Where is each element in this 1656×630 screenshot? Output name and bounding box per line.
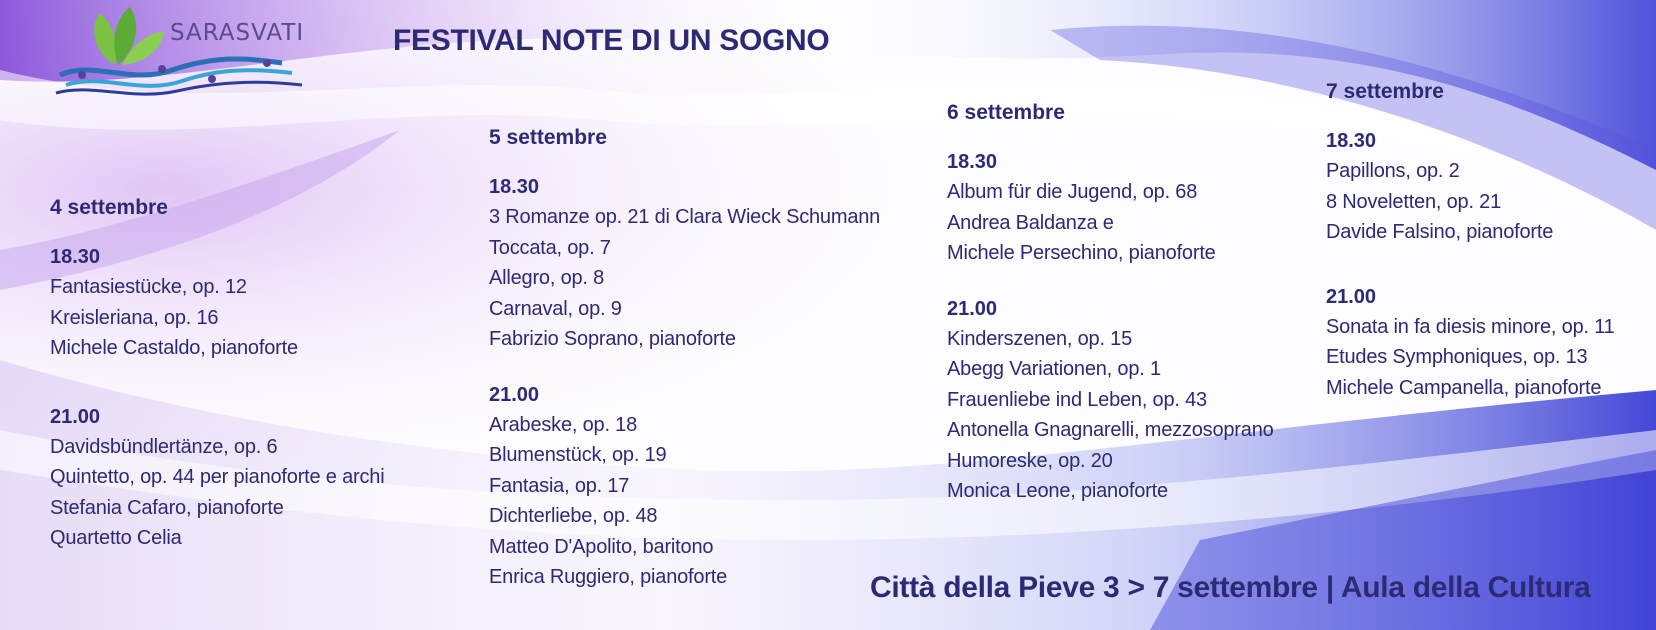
day-column-4 xyxy=(1326,80,1615,428)
program-line: Sonata in fa diesis minore, op. 11 xyxy=(1326,315,1615,338)
session-time: 18.30 xyxy=(1326,130,1377,152)
day-column-1 xyxy=(50,196,384,579)
performer-line: Michele Persechino, pianoforte xyxy=(947,242,1216,264)
performer-line: Enrica Ruggiero, pianoforte xyxy=(489,566,728,588)
program-line: Abegg Variationen, op. 1 xyxy=(947,358,1161,380)
session-time: 18.30 xyxy=(50,246,101,268)
session-2100 xyxy=(50,402,384,554)
performer-line: Andrea Baldanza e xyxy=(947,211,1114,234)
session-time: 21.00 xyxy=(947,297,998,320)
program-line: 3 Romanze op. 21 di Clara Wieck Schumann xyxy=(489,206,881,228)
session-2100 xyxy=(489,380,880,593)
logo-text: SARASVATI xyxy=(170,20,305,46)
session-time: 18.30 xyxy=(489,176,540,198)
session-time: 21.00 xyxy=(489,383,540,406)
venue-footer: Città della Pieve 3 > 7 settembre | Aula della Cultura xyxy=(870,571,1591,604)
day-column-2 xyxy=(489,126,880,618)
program-line: 8 Noveletten, op. 21 xyxy=(1326,190,1502,213)
program-line: Dichterliebe, op. 48 xyxy=(489,505,658,527)
program-line: Toccata, op. 7 xyxy=(489,236,611,259)
session-1830 xyxy=(489,172,880,355)
session-1830 xyxy=(1326,126,1615,248)
program-line: Fantasiestücke, op. 12 xyxy=(50,276,247,298)
page-title: FESTIVAL NOTE DI UN SOGNO xyxy=(393,24,830,57)
day-date: 5 settembre xyxy=(489,126,607,149)
performer-line: Matteo D'Apolito, baritono xyxy=(489,535,714,558)
session-time: 21.00 xyxy=(1326,285,1377,308)
session-1830 xyxy=(50,242,384,364)
program-line: Carnaval, op. 9 xyxy=(489,297,622,320)
day-date: 6 settembre xyxy=(947,101,1065,124)
day-date: 7 settembre xyxy=(1326,80,1444,103)
program-line: Quintetto, op. 44 per pianoforte e archi xyxy=(50,466,385,488)
program-line: Allegro, op. 8 xyxy=(489,267,605,289)
program-line: Arabeske, op. 18 xyxy=(489,413,638,436)
performer-line: Monica Leone, pianoforte xyxy=(947,480,1168,502)
performer-line: Quartetto Celia xyxy=(50,527,182,549)
performer-line: Fabrizio Soprano, pianoforte xyxy=(489,328,736,350)
program-line: Davidsbündlertänze, op. 6 xyxy=(50,435,278,458)
session-time: 18.30 xyxy=(947,151,998,173)
program-line: Humoreske, op. 20 xyxy=(947,449,1113,472)
session-1830 xyxy=(947,147,1274,269)
program-line: Kinderszenen, op. 15 xyxy=(947,327,1133,350)
program-line: Frauenliebe ind Leben, op. 43 xyxy=(947,388,1207,411)
session-time: 21.00 xyxy=(50,405,101,428)
session-2100 xyxy=(947,294,1274,507)
program-line: Blumenstück, op. 19 xyxy=(489,444,667,466)
program-line: Papillons, op. 2 xyxy=(1326,160,1460,182)
program-line: Fantasia, op. 17 xyxy=(489,474,630,497)
program-line: Album für die Jugend, op. 68 xyxy=(947,181,1198,203)
day-column-3 xyxy=(947,101,1274,532)
program-line: Kreisleriana, op. 16 xyxy=(50,306,219,329)
performer-line: Michele Castaldo, pianoforte xyxy=(50,337,298,359)
day-date: 4 settembre xyxy=(50,196,168,219)
performer-line: Davide Falsino, pianoforte xyxy=(1326,221,1554,243)
performer-line: Stefania Cafaro, pianoforte xyxy=(50,496,284,519)
session-2100 xyxy=(1326,282,1615,404)
program-line: Etudes Symphoniques, op. 13 xyxy=(1326,346,1588,368)
performer-line: Michele Campanella, pianoforte xyxy=(1326,376,1602,399)
performer-line: Antonella Gnagnarelli, mezzosoprano xyxy=(947,419,1274,441)
